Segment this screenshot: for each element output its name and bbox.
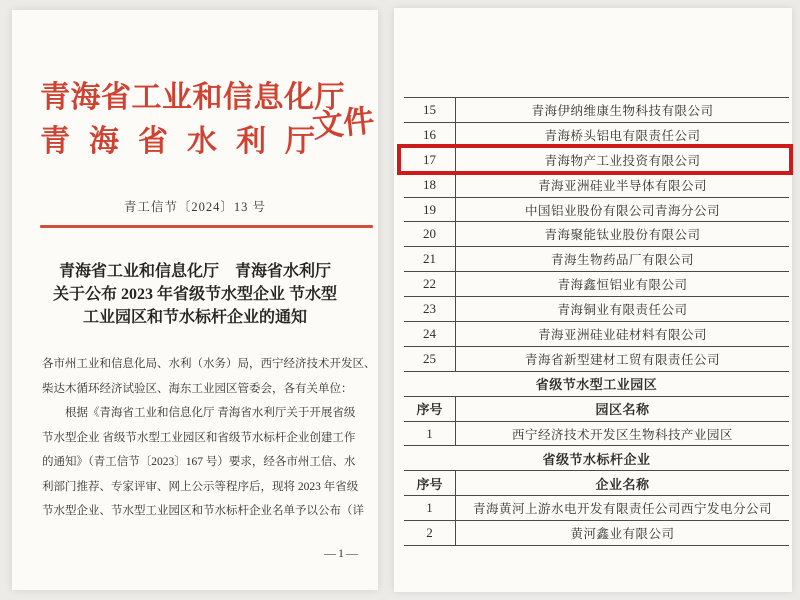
- row-name-cell: 企业名称: [595, 476, 650, 492]
- row-name-cell: 省级节水标杆企业: [542, 451, 651, 467]
- row-name-cell: 青海省新型建材工贸有限责任公司: [524, 352, 720, 367]
- document-word-label: 文件: [310, 102, 376, 145]
- row-name-cell: 青海生物药品厂有限公司: [550, 253, 694, 268]
- notice-title-line: 工业园区和节水标杆企业的通知: [82, 309, 307, 326]
- table-row: [404, 247, 789, 272]
- notice-body-line: 节水型企业 省级节水型工业园区和省级节水标杆企业创建工作: [42, 431, 356, 444]
- table-header-row: [404, 397, 789, 422]
- notice-title-line: 青海省工业和信息化厅 青海省水利厅: [58, 263, 331, 280]
- row-name-cell: 青海黄河上游水电开发有限责任公司西宁发电分公司: [472, 502, 772, 517]
- row-number-cell: 25: [404, 347, 456, 371]
- companies-table: [404, 97, 789, 546]
- notice-body-line: 各市州工业和信息化局、水利（水务）局，西宁经济技术开发区、: [42, 358, 376, 370]
- row-name-cell: 青海亚洲硅业半导体有限公司: [537, 178, 707, 193]
- notice-body-line: 利部门推荐、专家评审、网上公示等程序后，现将 2023 年省级: [42, 480, 359, 493]
- row-number-cell: 序号: [404, 397, 456, 421]
- table-row: [404, 297, 789, 322]
- row-number-cell: 20: [404, 222, 456, 246]
- table-section-header: [404, 446, 789, 471]
- row-number-cell: 21: [404, 247, 456, 271]
- notice-body-line: 节水型企业、节水型工业园区和节水标杆企业名单予以公布（详: [42, 505, 364, 517]
- row-number-cell: 17: [404, 148, 456, 172]
- row-number-cell: 1: [404, 496, 456, 520]
- table-row: [404, 496, 789, 521]
- document-page-right: [394, 8, 792, 592]
- document-page-left: [12, 10, 378, 590]
- row-number-cell: 2: [404, 521, 456, 545]
- row-number-cell: 18: [404, 173, 456, 197]
- table-row: [404, 521, 789, 546]
- row-name-cell: 青海铜业有限责任公司: [557, 303, 688, 318]
- table-row: [404, 422, 789, 447]
- table-row: [404, 347, 789, 372]
- row-number-cell: 22: [404, 272, 456, 296]
- row-number-cell: 序号: [404, 471, 456, 495]
- table-row: [404, 322, 789, 347]
- notice-body: [42, 352, 378, 524]
- table-row: [404, 98, 789, 123]
- row-name-cell: 青海鑫恒铝业有限公司: [557, 278, 688, 293]
- row-name-cell: 青海物产工业投资有限公司: [544, 153, 701, 168]
- row-number-cell: 23: [404, 297, 456, 321]
- row-name-cell: 青海聚能钛业股份有限公司: [544, 228, 701, 243]
- table-row: [404, 272, 789, 297]
- row-name-cell: 黄河鑫业有限公司: [570, 527, 675, 542]
- issuer-name-line2: 青海省水利厅: [40, 125, 334, 158]
- table-row: [404, 123, 789, 148]
- table-section-header: [404, 372, 789, 397]
- row-number-cell: 15: [404, 98, 456, 122]
- row-number-cell: 16: [404, 123, 456, 147]
- row-name-cell: 青海伊纳维康生物科技有限公司: [531, 103, 714, 118]
- row-name-cell: 西宁经济技术开发区生物科技产业园区: [511, 427, 733, 442]
- table-row: [404, 148, 789, 173]
- table-header-row: [404, 471, 789, 496]
- row-name-cell: 中国铝业股份有限公司青海分公司: [524, 203, 720, 218]
- table-row: [404, 222, 789, 247]
- document-number: 青工信节〔2024〕13 号: [123, 200, 267, 214]
- page-number: —1—: [324, 546, 360, 560]
- notice-title-line: 关于公布 2023 年省级节水型企业 节水型: [52, 286, 337, 303]
- issuer-name-line1: 青海省工业和信息化厅: [40, 81, 345, 114]
- notice-body-line: 柴达木循环经济试验区、海东工业园区管委会，各有关单位：: [42, 382, 353, 395]
- row-name-cell: 园区名称: [595, 402, 650, 418]
- row-name-cell: 青海亚洲硅业硅材料有限公司: [537, 327, 707, 342]
- row-name-cell: 省级节水型工业园区: [535, 377, 658, 393]
- notice-title: [28, 260, 362, 329]
- table-row: [404, 173, 789, 198]
- notice-body-line: 的通知》（青工信节〔2023〕167 号）要求，经各市州工信、水: [42, 456, 356, 468]
- notice-body-line: 根据《青海省工业和信息化厅 青海省水利厅关于开展省级: [42, 407, 356, 419]
- row-number-cell: 19: [404, 198, 456, 222]
- row-number-cell: 1: [404, 422, 456, 446]
- row-name-cell: 青海桥头铝电有限责任公司: [544, 128, 701, 143]
- row-number-cell: 24: [404, 322, 456, 346]
- red-separator-line: [40, 225, 373, 228]
- table-row: [404, 198, 789, 223]
